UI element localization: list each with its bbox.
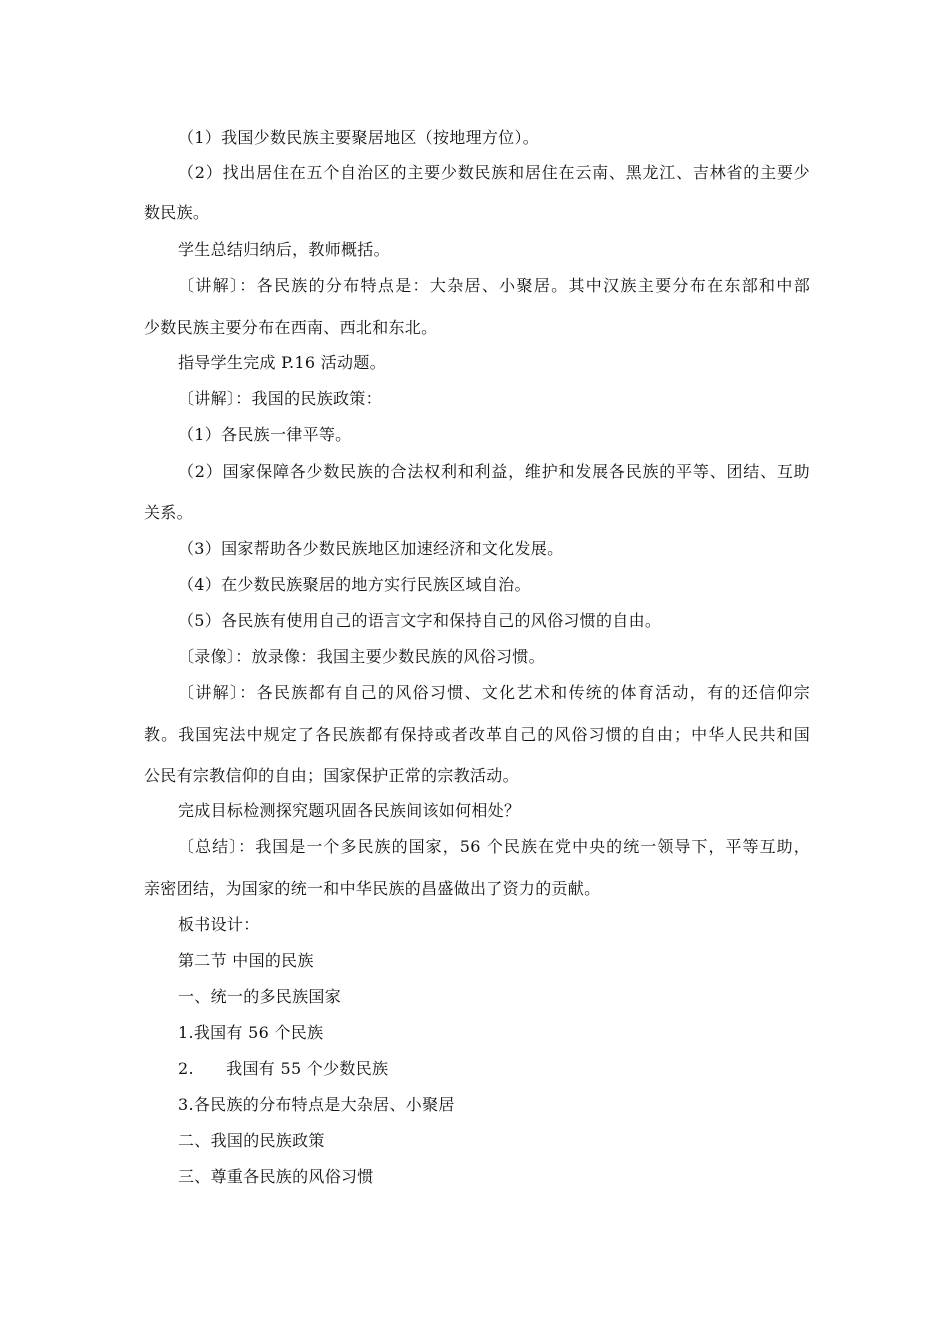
text-line: 板书设计： bbox=[178, 915, 260, 934]
text-line: （2）国家保障各少数民族的合法权利和利益，维护和发展各民族的平等、团结、互助 bbox=[178, 462, 810, 481]
text-line: 学生总结归纳后，教师概括。 bbox=[178, 240, 390, 259]
text-line: （3）国家帮助各少数民族地区加速经济和文化发展。 bbox=[178, 539, 564, 558]
text-line: 〔录像〕：放录像：我国主要少数民族的风俗习惯。 bbox=[178, 647, 545, 666]
text-line: 2. 我国有 55 个少数民族 bbox=[178, 1059, 389, 1078]
text-line: 少数民族主要分布在西南、西北和东北。 bbox=[144, 318, 438, 337]
text-line: 1.我国有 56 个民族 bbox=[178, 1023, 324, 1042]
text-line: 〔讲解〕：各民族的分布特点是：大杂居、小聚居。其中汉族主要分布在东部和中部 bbox=[178, 276, 810, 295]
text-line: 〔总结〕：我国是一个多民族的国家，56 个民族在党中央的统一领导下，平等互助， bbox=[178, 837, 810, 856]
text-line: 完成目标检测探究题巩固各民族间该如何相处？ bbox=[178, 801, 521, 820]
text-line: 数民族。 bbox=[144, 203, 210, 222]
text-line: 一、统一的多民族国家 bbox=[178, 987, 342, 1006]
text-line: 三、尊重各民族的风俗习惯 bbox=[178, 1167, 374, 1186]
text-line: （1）我国少数民族主要聚居地区（按地理方位）。 bbox=[178, 128, 540, 147]
text-line: 3.各民族的分布特点是大杂居、小聚居 bbox=[178, 1095, 455, 1114]
text-line: 公民有宗教信仰的自由；国家保护正常的宗教活动。 bbox=[144, 766, 519, 785]
text-line: 第二节 中国的民族 bbox=[178, 951, 314, 970]
text-line: （2）找出居住在五个自治区的主要少数民族和居住在云南、黑龙江、吉林省的主要少 bbox=[178, 163, 810, 182]
text-line: （1）各民族一律平等。 bbox=[178, 425, 352, 444]
text-line: （4）在少数民族聚居的地方实行民族区域自治。 bbox=[178, 575, 531, 594]
text-line: 〔讲解〕：我国的民族政策： bbox=[178, 389, 382, 408]
text-line: 二、我国的民族政策 bbox=[178, 1131, 325, 1150]
text-line: 指导学生完成 P.16 活动题。 bbox=[178, 353, 386, 372]
text-line: （5）各民族有使用自己的语言文字和保持自己的风俗习惯的自由。 bbox=[178, 611, 662, 630]
text-line: 〔讲解〕：各民族都有自己的风俗习惯、文化艺术和传统的体育活动，有的还信仰宗 bbox=[178, 683, 810, 702]
text-line: 关系。 bbox=[144, 503, 193, 522]
text-line: 教。我国宪法中规定了各民族都有保持或者改革自己的风俗习惯的自由；中华人民共和国 bbox=[144, 725, 810, 744]
text-line: 亲密团结，为国家的统一和中华民族的昌盛做出了资力的贡献。 bbox=[144, 879, 601, 898]
